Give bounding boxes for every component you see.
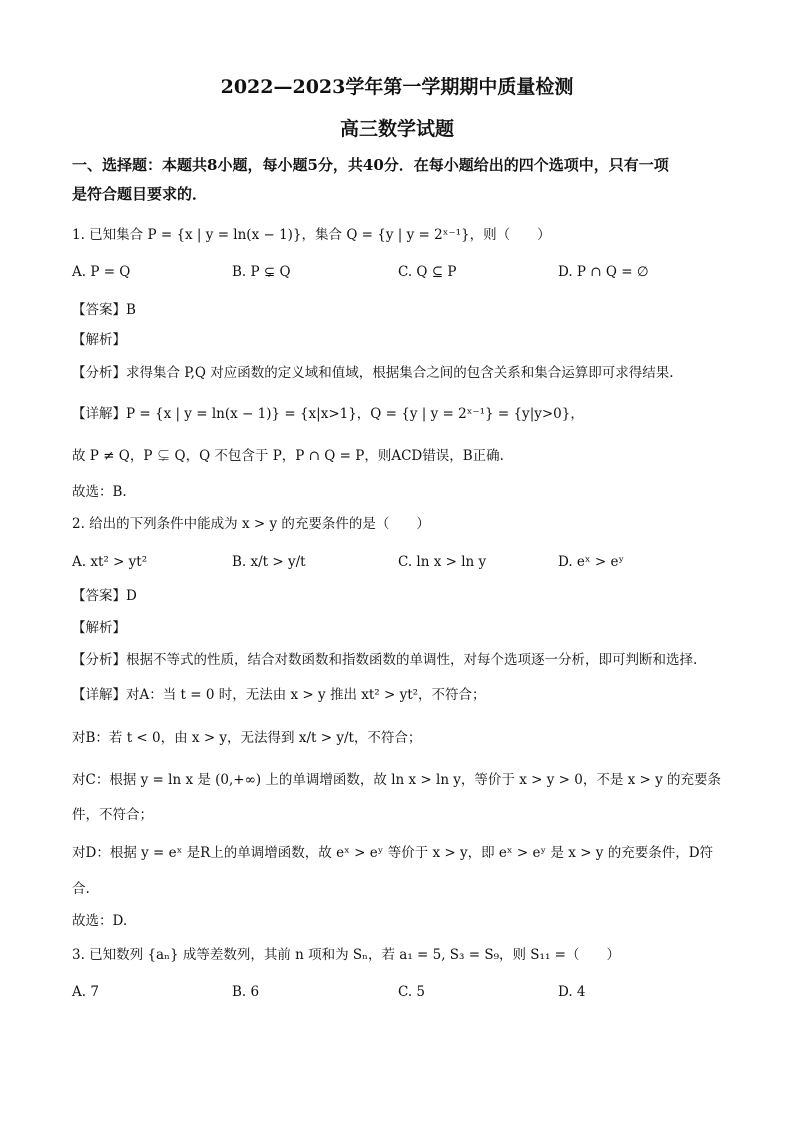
q2-detail-a: 【详解】对A：当 t = 0 时，无法由 x > y 推出 xt² > yt²，不符合； [72,687,486,703]
q2-option-b: B. x/t > y/t [232,554,306,570]
q3-option-c: C. 5 [398,984,426,1000]
q3-stem: 3. 已知数列 {aₙ} 成等差数列，其前 n 项和为 Sₙ，若 a₁ = 5, S₃ = S₉，则 S₁₁ =（ ） [72,947,620,963]
section-heading-line2: 是符合题目要求的． [72,185,208,203]
q2-detail-c-line2: 件，不符合； [72,807,153,823]
q1-detail: 【详解】P = {x | y = ln(x − 1)} = {x|x>1}，Q = {y | y = 2ˣ⁻¹} = {y|y>0}， [72,406,584,422]
q1-option-c: C. Q ⊆ P [398,264,457,280]
q1-answer: 【答案】B [72,302,136,318]
q1-detail-2: 故 P ≠ Q，P ⊊ Q，Q 不包含于 P，P ∩ Q = P，则ACD错误，B正确. [72,448,504,464]
q1-stem: 1. 已知集合 P = {x | y = ln(x − 1)}，集合 Q = {y | y = 2ˣ⁻¹}，则（ ） [72,227,551,243]
q2-detail-d-line1: 对D：根据 y = eˣ 是R上的单调增函数，故 eˣ > eʸ 等价于 x > y，即 eˣ > eʸ 是 x > y 的充要条件，D符 [72,845,714,861]
document-subtitle: 高三数学试题 [339,118,454,140]
q2-detail-c-line1: 对C：根据 y = ln x 是 (0,+∞) 上的单调增函数，故 ln x > ln y，等价于 x > y > 0，不是 x > y 的充要条 [72,772,722,788]
q2-option-d: D. eˣ > eʸ [558,554,625,570]
q2-option-c: C. ln x > ln y [398,554,487,570]
document-title: 2022—2023学年第一学期期中质量检测 [220,76,574,98]
q1-choose: 故选：B. [72,484,127,500]
q2-stem: 2. 给出的下列条件中能成为 x > y 的充要条件的是（ ） [72,516,430,532]
q1-option-a: A. P = Q [72,264,131,280]
q2-jiexi-label: 【解析】 [72,620,126,636]
q3-option-d: D. 4 [558,984,586,1000]
q2-choose: 故选：D. [72,913,128,929]
q2-answer: 【答案】D [72,588,137,604]
q1-jiexi-label: 【解析】 [72,332,126,348]
q2-detail-b: 对B：若 t < 0，由 x > y，无法得到 x/t > y/t，不符合； [72,730,422,746]
section-heading-line1: 一、选择题：本题共8小题，每小题5分，共40分．在每小题给出的四个选项中，只有一项 [72,156,669,174]
q3-option-b: B. 6 [232,984,260,1000]
q2-detail-d-line2: 合. [72,881,90,897]
q3-option-a: A. 7 [72,984,99,1000]
q1-option-b: B. P ⊊ Q [232,264,291,280]
q1-analysis: 【分析】求得集合 P,Q 对应函数的定义域和值域，根据集合之间的包含关系和集合运算即可求得结果. [72,365,674,381]
q1-option-d: D. P ∩ Q = ∅ [558,264,649,280]
q2-option-a: A. xt² > yt² [72,554,148,570]
q2-analysis: 【分析】根据不等式的性质，结合对数函数和指数函数的单调性，对每个选项逐一分析，即可判断和选择. [72,652,698,668]
